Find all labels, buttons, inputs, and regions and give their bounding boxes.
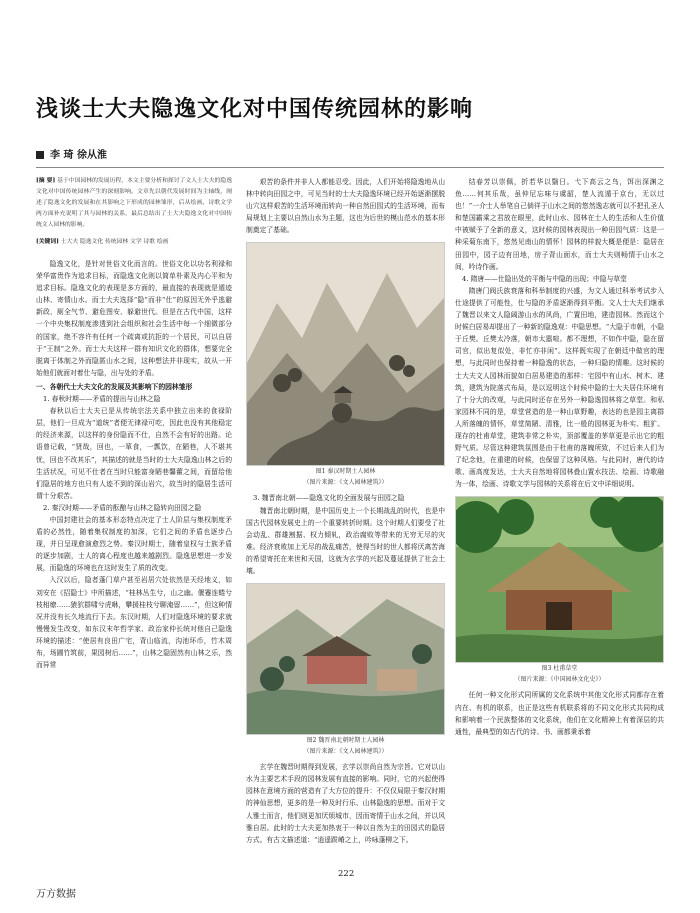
keywords-text: 士大夫 隐逸文化 传统园林 文学 诗歌 绘画: [60, 239, 169, 245]
figure-3-caption: 图3 杜甫草堂: [541, 665, 578, 673]
figure-2: [246, 583, 445, 757]
paragraph-6: 隋唐门阀氏族衰落和科举制度的兴盛，为文人通过科举考试步入仕途提供了可能性，仕与隐的矛盾逐渐得到平衡。文人士大夫们继承了魏晋以来文人隐阔游山水的风尚，广置田地，建造园林。然而这个时候白居易却提出了一种新的隐逸观：中隐思想。“大隐于市朝，小隐于丘樊。丘樊太冷落，朝市太嚣喧。都不理想，不如作中隐，隐在留司官，似出复似处，非忙亦非闲”。这样既实现了在朝廷中做官的理想，与此同时也保持着一种隐逸的状态，一种归隐的情趣。这时候的士大夫文人园林而貌如白居易建造的那样：宅园中有山水、树木、建筑，建筑为院落式布局，是以逗明这个时候中隐的士大夫居住环境有了十分大的改观，与此同时还存在另外一种隐逸园林将之草堂。和私家园林不同的是，草堂营造的是一种山草野趣，表达的也是园主离群人所落魄的情怀，草堂简陋、清雅，比一般的园林更为朴实、粗犷。现存的杜甫草堂，建筑非常之朴实，顶部覆盖的茅草更是示出它的粗野气质。尽管这种建筑氛围是由于杜甫的落魄所致，不过后来人们为了纪念他，在重建的时候，也保留了这种风格。与此同时，唐代的诗歌、画高度发达，士大夫自然地将园林叠山置水技法、绘画、诗歌融为一体，绘画、诗歌文学与园林的关系将在后文中详细说明。: [455, 286, 664, 489]
figure-2-caption: 图2 魏晋南北朝时期士人园林: [306, 737, 385, 745]
authors: [36, 146, 107, 161]
abstract-label: [摘 要]: [36, 178, 56, 184]
page-number: 222: [338, 869, 355, 879]
section-heading-1: 一、各朝代士大夫文化的发展及其影响下的园林雏形: [36, 382, 193, 391]
figure-3-source: （图片来源：《中国园林文化史》）: [514, 676, 605, 684]
article-title: 浅谈士大夫隐逸文化对中国传统园林的影响: [36, 97, 474, 122]
abstract: [36, 176, 232, 231]
figure-2-source: （图片来源：《文人园林建筑》）: [303, 748, 388, 756]
landscape-painting-image: [246, 242, 445, 466]
keywords-label: [关键词]: [36, 239, 59, 245]
column-3: [455, 176, 664, 738]
paragraph-5: 玄学在魏晋时期得到发展，玄学以崇尚自然为宗旨。它对以山水为主要艺术手段的园林发展有直接的影响。同时，它的兴起使得园林在意境方面的营造有了大方位的提升：不仅仅局限于秦汉时期的神仙思想，更多的是一种及时行乐、山林隐逸的思想。而对于文人雅士而言，他们则更加厌烦城市，因而寄情于山水之间，并以风雅自居。此时的士大夫更加热衷于一种以自然为主的田园式的隐居方式。有古文描述道：“逍遥跋嵴之上，吟咏蓬柳之下。: [246, 763, 445, 844]
subheading-4: 4. 隋唐——仕隐出处的平衡与中隐的出现；中隐与草堂: [462, 274, 627, 283]
column-3-top-paragraph: 结春芳以崇佩，折若华以翳日。弋下高云之鸟，饵出深渊之鱼……何其乐哉，虽仲尼忘味与虞韶，楚人流遁于京台，无以过也！”一介士人举笔自己倘徉于山水之间的悠然逸志就可以不把孔圣人和楚国霸乘之君放在眼里，此时山水、园林在士人的生活和人生价值中被赋予了全新的意义，这时候的园林表现出一种田园气质：这是一种采菊东南下，悠然见南山的情怀！园林的样貌大概是便是：隐居在田园中，园子边有田地，房子背山面水，而士大夫则畅情于山水之间，吟诗作画。: [455, 178, 664, 271]
column-2: [246, 176, 445, 846]
abstract-text: 基于中国园林的发展历程，本文主要分析和探讨了文人士大夫的隐逸文化对中国传统园林产生的深刻影响。文章先以朝代发展时间为主轴线，阐述了隐逸文化的发展和在其影响之下形成的园林雏形，后从绘画、诗歌文学两方面补充说明了其与园林的关系，最后总结出了士大夫隐逸文化对中国传统文人园林的影响。: [36, 178, 232, 228]
square-bullet-icon: [36, 151, 44, 159]
figure-3: [455, 496, 664, 685]
subheading-3: 3. 魏晋南北朝——隐逸文化的全面发展与田园之隐: [253, 494, 405, 503]
paragraph-2: 中国封建社会的基本形态特点决定了士人阶层与集权制度矛盾的必然性，随着集权制度的加深，它们之间的矛盾也逐步凸现，并日呈现愈演愈烈之势。秦汉时期士，随着皇权与士族矛盾的逐步加剧，士人的离心程度也越来越剧烈。隐逸思想进一步发展，而隐逸的环境也在这时发生了质的改变。: [36, 515, 232, 573]
paragraph-3: 入汉以后，隐者蓬门草户甚至岩居穴处依然是天经地义，如刘安在《招隐士》中所描述，“桂林丛生兮，山之幽。偃蹇连蜷兮枝相缭……猿狖群啸兮虎咻，攀援桂枝兮聊淹留……”，但这种情况并没有长久地流行下去。东汉时期，人们对隐逸环境的要求就慢慢发生改变，如东汉末年哲学家、政治家仲长统对他自己隐逸环境的描述：“使居有良田广宅，背山临流，沟池环币，竹木周布，场圃竹筑前，果园树后……”，山林之隐固然有山林之乐，然而异常: [36, 576, 232, 670]
column-1: [36, 176, 232, 671]
paragraph-7: 任何一种文化形式同所属的文化系统中其他文化形式同都存在着内在、有机的联系，也正是这些有机联系将的不同文化形式共同构成和影响着一个民族整体的文化系统，他们在文化精神上有着深层的共通性，最典型的如古代的诗、书、画都秉承着: [455, 691, 664, 736]
subheading-1: 1. 春秋时期——矛盾的提出与山林之隐: [43, 395, 161, 404]
paragraph-4: 魏晋南北朝时期，是中国历史上一个长期战乱的时代，也是中国古代园林发展史上的一个重要转折时期。这个时期人们要受了社会动乱、群雄割据、权力倾轧，政治腐败等带来的无穷无尽的灾难。经济衰败加上无尽的战乱痛苦，使得当时的世人都将厌离苦海的希望寄托在来世和天国，这就为玄学的兴起及蔓延提供了社会土壤。: [246, 506, 445, 576]
garden-painting-image: [246, 583, 445, 735]
subheading-2: 2. 秦汉时期——矛盾的酝酿与山林之隐转向田园之隐: [43, 503, 202, 512]
figure-1-caption: 图1 秦汉时期士人园林: [315, 468, 376, 476]
figure-1-source: （图片来源：《文人园林建筑》）: [303, 479, 388, 487]
figure-1: [246, 242, 445, 488]
keywords: [36, 237, 232, 248]
footer-watermark: 万方数据: [36, 889, 76, 900]
paragraph-1: 春秋以后士大夫已是从传统宗法关系中独立出来的食禄阶层，他们一旦成为“道统”者便无律禄可吃，因此也没有其他稳定的经济来源，以这样的身份隐而不仕，自然不会有好的出路。论语曾记载，“贤哉，回也，一箪食，一瓢饮，在陋巷，人不堪其忧，回也不改其乐”，其描述的就是当时的士大夫隐逸山林之后的生活状况，可见不仕者在当时只能富身陋巷馨藿之间，而留给他们隐居的地方也只有人迹不到的深山岩穴，故当时的隐居生活可谓十分艰苦。: [36, 407, 232, 500]
header-divider: [36, 167, 664, 168]
intro-paragraph: 隐逸文化，是针对世俗文化而言的。世俗文化以功名利禄和荣华富贵作为追求目标，而隐逸文化则以简单朴素及内心平和为追求目标。隐逸文化的表现是多方面的，最直接的表现就是遁迹山林、寄情山水。而士大夫选择“隐”而非“仕”的原因无外乎逃避新政、厕全气节、避危图安、躲避世代。但是在古代中国，这样一个中央集权制度渗透到社会组织和社会生活中每一个细微部分的国家，绝不容许有任何一个疏离或抗拒的一个居民，可以自居于“王制”之外。而士大夫这样一群有知识文化的群体，想要完全脱离于体制之外而隐匿山水之间，这种想法并非现实，故从一开始他们就面对着仕与隐，出与处的矛盾。: [36, 260, 232, 377]
thatched-cottage-photo: [455, 496, 664, 663]
column-2-top-paragraph: 艰苦的条件并非人人都能忍受。因此，人们开始将隐逸地从山林中转向田园之中，可见当时的士大夫隐逸环境已经开始逐渐摆脱山穴这样艰苦的生活环境而转向一种自然田园式的生活环境，而布局规划上主要以自然山水为主题，这也为后世的模山范水的基本形制奠定了基础。: [246, 178, 445, 235]
author-names: 李 琦 徐从淮: [50, 150, 107, 161]
